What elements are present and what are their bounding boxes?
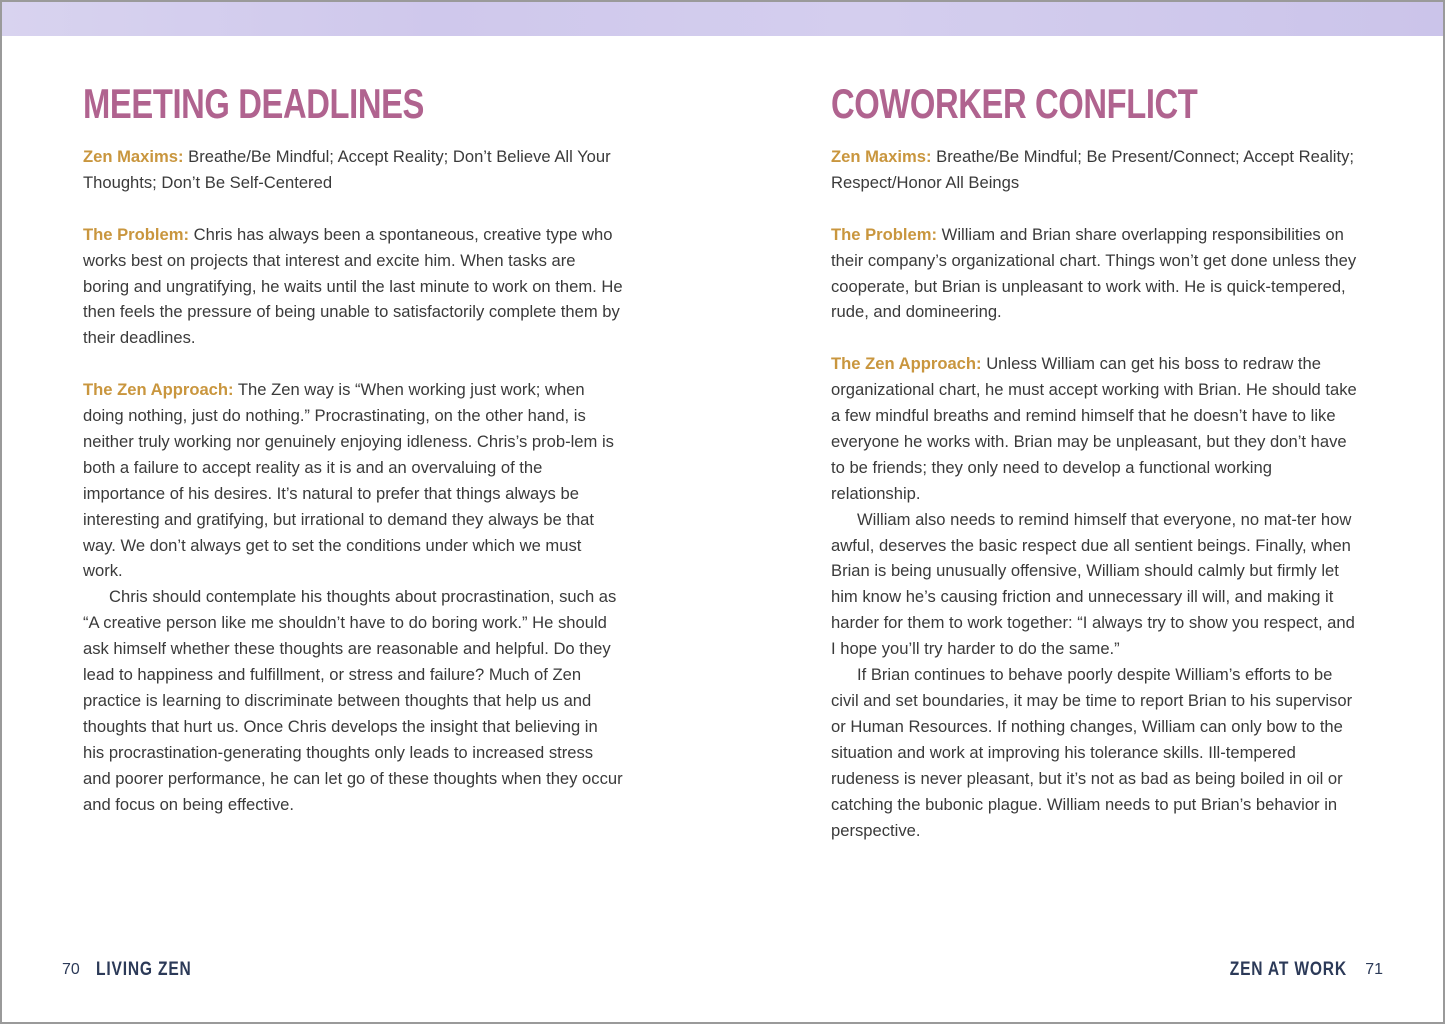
right-maxims-text: Breathe/Be Mindful; Be Present/Connect; Accept Reality; Respect/Honor All Beings: [831, 147, 1354, 192]
right-problem-text: William and Brian share overlapping responsibilities on their company’s organizational chart. Things won’t get done unless they cooperate, but Brian is unpleasant to work with. He is quick-tempered, rude, and domineering.: [831, 224, 1357, 322]
right-footer: [1204, 958, 1383, 982]
left-problem-label: The Problem:: [83, 224, 190, 244]
right-approach-paragraph: [831, 351, 1361, 506]
left-problem-text: Chris has always been a spontaneous, creative type who works best on projects that interest and excite him. When tasks are boring and ungratifying, he waits until the last minute to work on them. He then feels the pressure of being unable to satisfactorily complete them by their deadlines.: [83, 224, 623, 348]
left-page-number: 70: [62, 961, 80, 978]
top-color-band: [2, 2, 1443, 36]
right-approach-paragraph-3: If Brian continues to behave poorly despite William’s efforts to be civil and set boundaries, it may be time to report Brian to his supervisor or Human Resources. If nothing changes, William can only bow to the situation and work at improving his tolerance skills. Ill-tempered rudeness is never pleasant, but it’s not as bad as being boiled in oil or catching the bubonic plague. William needs to put Brian’s behavior in perspective.: [831, 665, 1353, 840]
right-maxims-paragraph: [831, 144, 1361, 196]
right-approach-paragraph-2: William also needs to remind himself that everyone, no mat-ter how awful, deserves the basic respect due all sentient beings. Finally, when Brian is being unusually offensive, William should calmly but firmly let him know he’s causing friction and unnecessary ill will, and making it harder for them to work together: “I always try to show you respect, and I hope you’ll try harder to do the same.”: [831, 509, 1355, 659]
left-maxims-label: Zen Maxims:: [83, 147, 184, 166]
left-footer: [62, 958, 212, 982]
left-page: [83, 78, 623, 818]
right-problem-label: The Problem:: [831, 224, 938, 244]
right-page: [831, 78, 1361, 843]
right-page-number: 71: [1365, 961, 1383, 978]
right-page-title: COWORKER CONFLICT: [831, 80, 1198, 127]
left-approach-text: The Zen way is “When working just work; when doing nothing, just do nothing.” Procrastinating, on the other hand, is neither truly working nor genuinely enjoying idleness. Chris’s prob-lem is both a failure to accept reality as it is and an overvaluing of the importance of his desires. It’s natural to prefer that things always be interesting and gratifying, but irrational to demand they always be that way. We don’t always get to set the conditions under which we must work.: [83, 380, 614, 581]
left-page-title: MEETING DEADLINES: [83, 80, 425, 127]
right-section-name: ZEN AT WORK: [1229, 959, 1348, 980]
left-section-name: LIVING ZEN: [95, 959, 192, 980]
left-approach-paragraph: [83, 377, 623, 584]
left-maxims-text: Breathe/Be Mindful; Accept Reality; Don’t Believe All Your Thoughts; Don’t Be Self-Centered: [83, 147, 611, 192]
left-problem-paragraph: [83, 222, 623, 352]
left-maxims-paragraph: [83, 144, 623, 196]
right-approach-text: Unless William can get his boss to redraw the organizational chart, he must accept working with Brian. He should take a few mindful breaths and remind himself that he doesn’t have to like everyone he works with. Brian may be unpleasant, but they don’t have to be friends; they only need to develop a functional working relationship.: [831, 354, 1357, 503]
right-problem-paragraph: [831, 222, 1361, 326]
left-approach-paragraph-2: Chris should contemplate his thoughts about procrastination, such as “A creative person like me shouldn’t have to do boring work.” He should ask himself whether these thoughts are reasonable and helpful. Do they lead to happiness and fulfillment, or stress and failure? Much of Zen practice is learning to discriminate between thoughts that help us and thoughts that hurt us. Once Chris develops the insight that believing in his procrastination-generating thoughts only leads to increased stress and poorer performance, he can let go of these thoughts when they occur and focus on being effective.: [83, 587, 623, 814]
left-approach-label: The Zen Approach:: [83, 380, 234, 400]
right-approach-label: The Zen Approach:: [831, 354, 982, 374]
right-maxims-label: Zen Maxims:: [831, 147, 932, 166]
